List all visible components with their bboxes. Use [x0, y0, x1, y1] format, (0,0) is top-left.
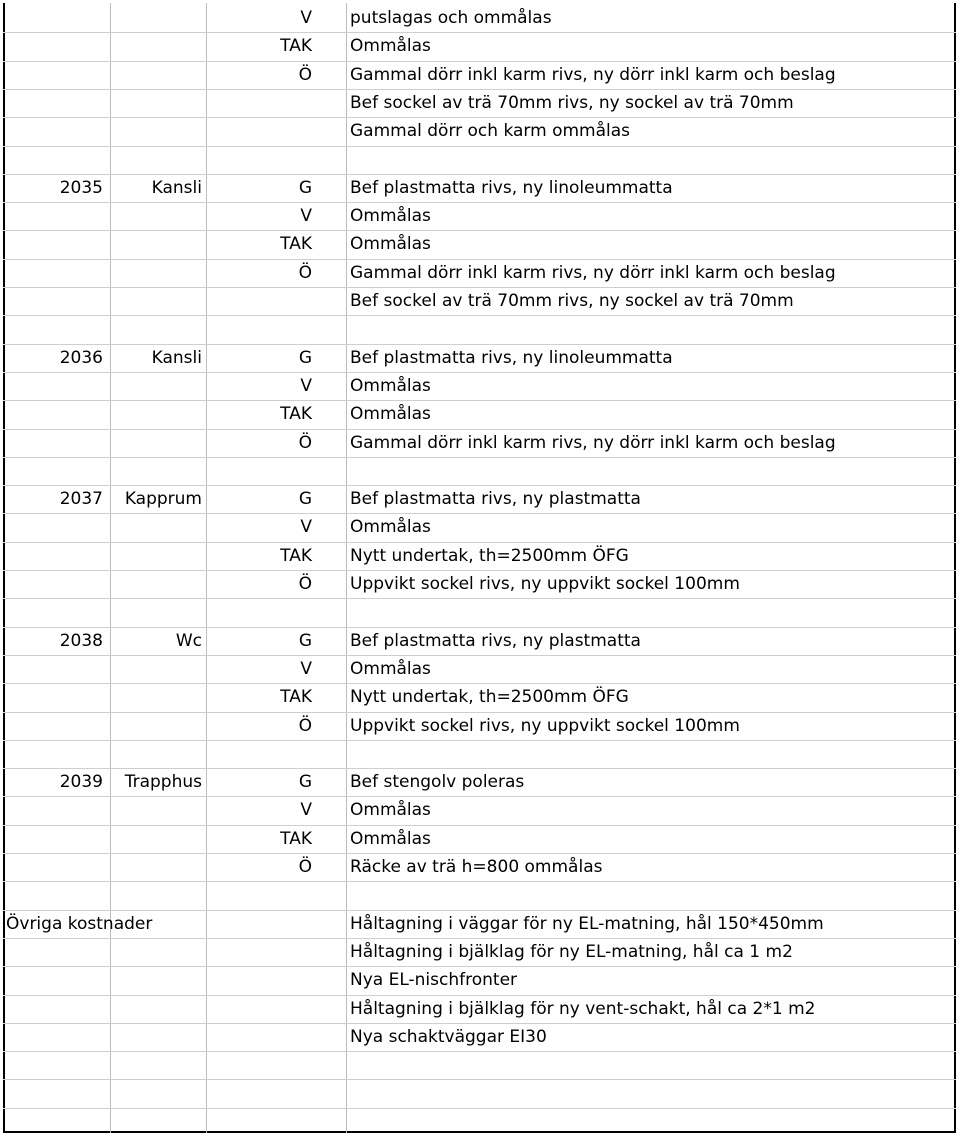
work-description: Ommålas — [350, 234, 431, 254]
surface-code: Ö — [298, 857, 312, 877]
room-number: 2037 — [59, 489, 103, 509]
surface-code: G — [298, 772, 312, 792]
room-number: 2035 — [59, 178, 103, 198]
column-divider — [110, 3, 111, 1133]
work-description: Räcke av trä h=800 ommålas — [350, 857, 603, 877]
work-description: Håltagning i bjälklag för ny vent-schakt, hål ca 2*1 m2 — [350, 999, 816, 1019]
surface-code: V — [300, 800, 312, 820]
category-label: Övriga kostnader — [6, 914, 153, 934]
room-name: Kansli — [151, 178, 202, 198]
column-divider — [346, 3, 347, 1133]
work-description: Bef plastmatta rivs, ny plastmatta — [350, 489, 641, 509]
surface-code: V — [300, 8, 312, 28]
work-description: Bef plastmatta rivs, ny plastmatta — [350, 631, 641, 651]
surface-code: V — [300, 376, 312, 396]
work-description: Bef sockel av trä 70mm rivs, ny sockel av trä 70mm — [350, 93, 794, 113]
room-name: Wc — [175, 631, 202, 651]
row-divider — [3, 146, 956, 147]
room-number: 2036 — [59, 348, 103, 368]
work-description: Ommålas — [350, 517, 431, 537]
work-description: Håltagning i väggar för ny EL-matning, hål 150*450mm — [350, 914, 824, 934]
row-divider — [3, 1051, 956, 1052]
work-description: Bef sockel av trä 70mm rivs, ny sockel av trä 70mm — [350, 291, 794, 311]
work-description: Ommålas — [350, 404, 431, 424]
surface-code: Ö — [298, 574, 312, 594]
work-description: Nytt undertak, th=2500mm ÖFG — [350, 546, 629, 566]
row-divider — [3, 740, 956, 741]
work-description: Bef plastmatta rivs, ny linoleummatta — [350, 178, 673, 198]
work-description: Ommålas — [350, 829, 431, 849]
work-description: Ommålas — [350, 206, 431, 226]
work-description: Nytt undertak, th=2500mm ÖFG — [350, 687, 629, 707]
surface-code: G — [298, 178, 312, 198]
work-description: Nya schaktväggar EI30 — [350, 1027, 547, 1047]
surface-code: TAK — [280, 234, 312, 254]
row-divider — [3, 1079, 956, 1080]
work-description: Håltagning i bjälklag för ny EL-matning, hål ca 1 m2 — [350, 942, 793, 962]
work-description: Ommålas — [350, 800, 431, 820]
surface-code: V — [300, 659, 312, 679]
surface-code: V — [300, 517, 312, 537]
row-divider — [3, 598, 956, 599]
surface-code: Ö — [298, 263, 312, 283]
row-divider — [3, 315, 956, 316]
work-description: Gammal dörr inkl karm rivs, ny dörr inkl karm och beslag — [350, 263, 836, 283]
surface-code: G — [298, 348, 312, 368]
surface-code: TAK — [280, 546, 312, 566]
surface-code: Ö — [298, 716, 312, 736]
room-name: Kansli — [151, 348, 202, 368]
work-description: Nya EL-nischfronter — [350, 970, 518, 990]
row-divider — [3, 457, 956, 458]
row-divider — [3, 1108, 956, 1109]
surface-code: TAK — [280, 829, 312, 849]
surface-code: Ö — [298, 433, 312, 453]
work-description: Ommålas — [350, 376, 431, 396]
work-description: Gammal dörr inkl karm rivs, ny dörr inkl karm och beslag — [350, 433, 836, 453]
work-description: Gammal dörr och karm ommålas — [350, 121, 631, 141]
work-description: Uppvikt sockel rivs, ny uppvikt sockel 100mm — [350, 574, 740, 594]
room-number: 2039 — [59, 772, 103, 792]
work-description: Uppvikt sockel rivs, ny uppvikt sockel 100mm — [350, 716, 740, 736]
surface-code: Ö — [298, 65, 312, 85]
surface-code: V — [300, 206, 312, 226]
surface-code: G — [298, 631, 312, 651]
work-description: Bef plastmatta rivs, ny linoleummatta — [350, 348, 673, 368]
row-divider — [3, 881, 956, 882]
work-description: Ommålas — [350, 36, 431, 56]
work-description: Bef stengolv poleras — [350, 772, 525, 792]
room-name: Trapphus — [124, 772, 202, 792]
room-number: 2038 — [59, 631, 103, 651]
surface-code: TAK — [280, 36, 312, 56]
room-name: Kapprum — [124, 489, 202, 509]
work-description: putslagas och ommålas — [350, 8, 552, 28]
surface-code: G — [298, 489, 312, 509]
surface-code: TAK — [280, 687, 312, 707]
work-description: Gammal dörr inkl karm rivs, ny dörr inkl karm och beslag — [350, 65, 836, 85]
surface-code: TAK — [280, 404, 312, 424]
work-description: Ommålas — [350, 659, 431, 679]
